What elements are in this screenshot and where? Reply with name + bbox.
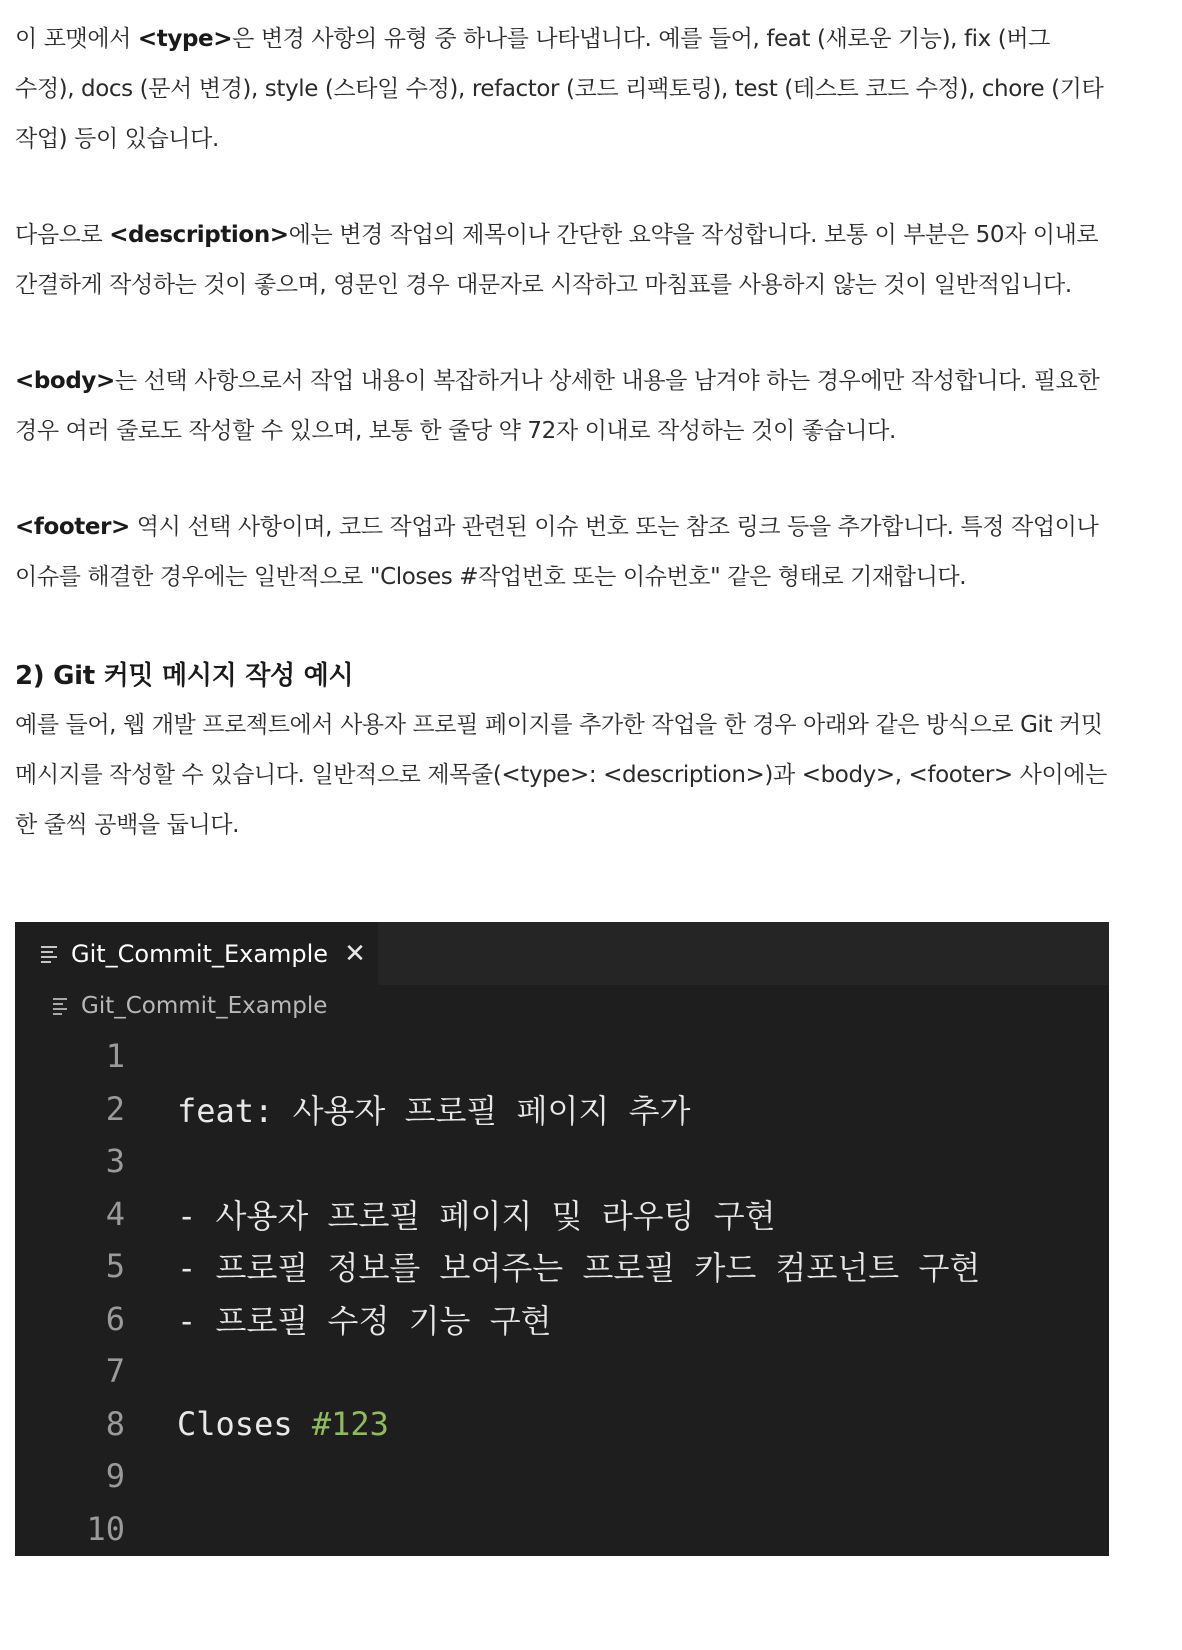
code-text xyxy=(177,1086,690,1132)
description-paragraph-lead: 다음으로 xyxy=(15,222,110,248)
line-number: 4 xyxy=(105,1194,125,1233)
code-line[interactable] xyxy=(15,1450,1109,1503)
line-number: 3 xyxy=(105,1142,125,1181)
article-body xyxy=(15,14,1111,850)
code-line[interactable] xyxy=(15,1398,1109,1451)
footer-paragraph-text: 역시 선택 사항이며, 코드 작업과 관련된 이슈 번호 또는 참조 링크 등을 추가합니다. 특정 작업이나 이슈를 해결한 경우에는 일반적으로 "Closes #작업번호 또는 이슈번호" 같은 형태로 기재합니다. xyxy=(15,514,1099,590)
description-keyword: <description> xyxy=(109,222,289,248)
code-line[interactable] xyxy=(15,1503,1109,1556)
code-text-content: Closes xyxy=(177,1404,312,1443)
body-paragraph xyxy=(15,356,1111,456)
description-paragraph-text: 에는 변경 작업의 제목이나 간단한 요약을 작성합니다. 보통 이 부분은 50자 이내로 간결하게 작성하는 것이 좋으며, 영문인 경우 대문자로 시작하고 마침표를 사용하지 않는 것이 일반적입니다. xyxy=(15,222,1099,298)
line-number: 6 xyxy=(105,1299,125,1338)
code-line[interactable] xyxy=(15,1188,1109,1241)
type-keyword: <type> xyxy=(137,26,233,52)
close-icon[interactable]: ✕ xyxy=(344,938,366,969)
line-number: 1 xyxy=(105,1037,125,1076)
code-text-content: - 사용자 프로필 페이지 및 라우팅 구현 xyxy=(177,1196,776,1235)
section-intro-paragraph: 예를 들어, 웹 개발 프로젝트에서 사용자 프로필 페이지를 추가한 작업을 한 경우 아래와 같은 방식으로 Git 커밋 메시지를 작성할 수 있습니다. 일반적으로 제목줄(<type>: <description>)과 <body>, <footer> 사이에는 한 줄씩 공백을 둡니다. xyxy=(15,712,1107,838)
code-line[interactable] xyxy=(15,1293,1109,1346)
code-line[interactable] xyxy=(15,1083,1109,1136)
code-text xyxy=(177,1191,776,1237)
code-line[interactable] xyxy=(15,1240,1109,1293)
code-line[interactable] xyxy=(15,1135,1109,1188)
code-text xyxy=(177,1296,552,1342)
issue-reference: #123 xyxy=(311,1404,389,1443)
type-paragraph-lead: 이 포맷에서 xyxy=(15,26,138,52)
text-file-icon xyxy=(41,945,59,963)
code-text-content: - 프로필 수정 기능 구현 xyxy=(177,1301,552,1340)
breadcrumb-label: Git_Commit_Example xyxy=(81,993,328,1019)
footer-keyword: <footer> xyxy=(15,514,130,540)
code-text-content: - 프로필 정보를 보여주는 프로필 카드 컴포넌트 구현 xyxy=(177,1249,981,1288)
breadcrumb[interactable] xyxy=(53,988,327,1024)
body-keyword: <body> xyxy=(15,368,115,394)
code-text xyxy=(177,1405,389,1443)
code-editor xyxy=(15,922,1109,1556)
body-paragraph-text: 는 선택 사항으로서 작업 내용이 복잡하거나 상세한 내용을 남겨야 하는 경우에만 작성합니다. 필요한 경우 여러 줄로도 작성할 수 있으며, 보통 한 줄당 약 72자 이내로 작성하는 것이 좋습니다. xyxy=(15,368,1100,444)
editor-tab[interactable] xyxy=(15,922,378,985)
code-text xyxy=(177,1243,980,1289)
description-paragraph xyxy=(15,210,1111,310)
line-number: 5 xyxy=(105,1247,125,1286)
code-text-content: feat: 사용자 프로필 페이지 추가 xyxy=(177,1091,691,1130)
line-number: 8 xyxy=(105,1404,125,1443)
code-line[interactable] xyxy=(15,1030,1109,1083)
line-number: 2 xyxy=(105,1089,125,1128)
code-line[interactable] xyxy=(15,1345,1109,1398)
code-lines[interactable] xyxy=(15,1030,1109,1555)
line-number: 7 xyxy=(105,1352,125,1391)
line-number: 9 xyxy=(105,1457,125,1496)
line-number: 10 xyxy=(86,1509,125,1548)
type-paragraph xyxy=(15,14,1111,164)
text-file-icon xyxy=(53,998,69,1014)
type-paragraph-text: 은 변경 사항의 유형 중 하나를 나타냅니다. 예를 들어, feat (새로운 기능), fix (버그 수정), docs (문서 변경), style (스타일 수정), refactor (코드 리팩토링), test (테스트 코드 수정), chore (기타 작업) 등이 있습니다. xyxy=(15,26,1104,152)
footer-paragraph xyxy=(15,502,1111,602)
editor-tab-bar xyxy=(15,922,1109,985)
editor-tab-label: Git_Commit_Example xyxy=(71,939,329,968)
section-title: 2) Git 커밋 메시지 작성 예시 xyxy=(15,661,354,691)
